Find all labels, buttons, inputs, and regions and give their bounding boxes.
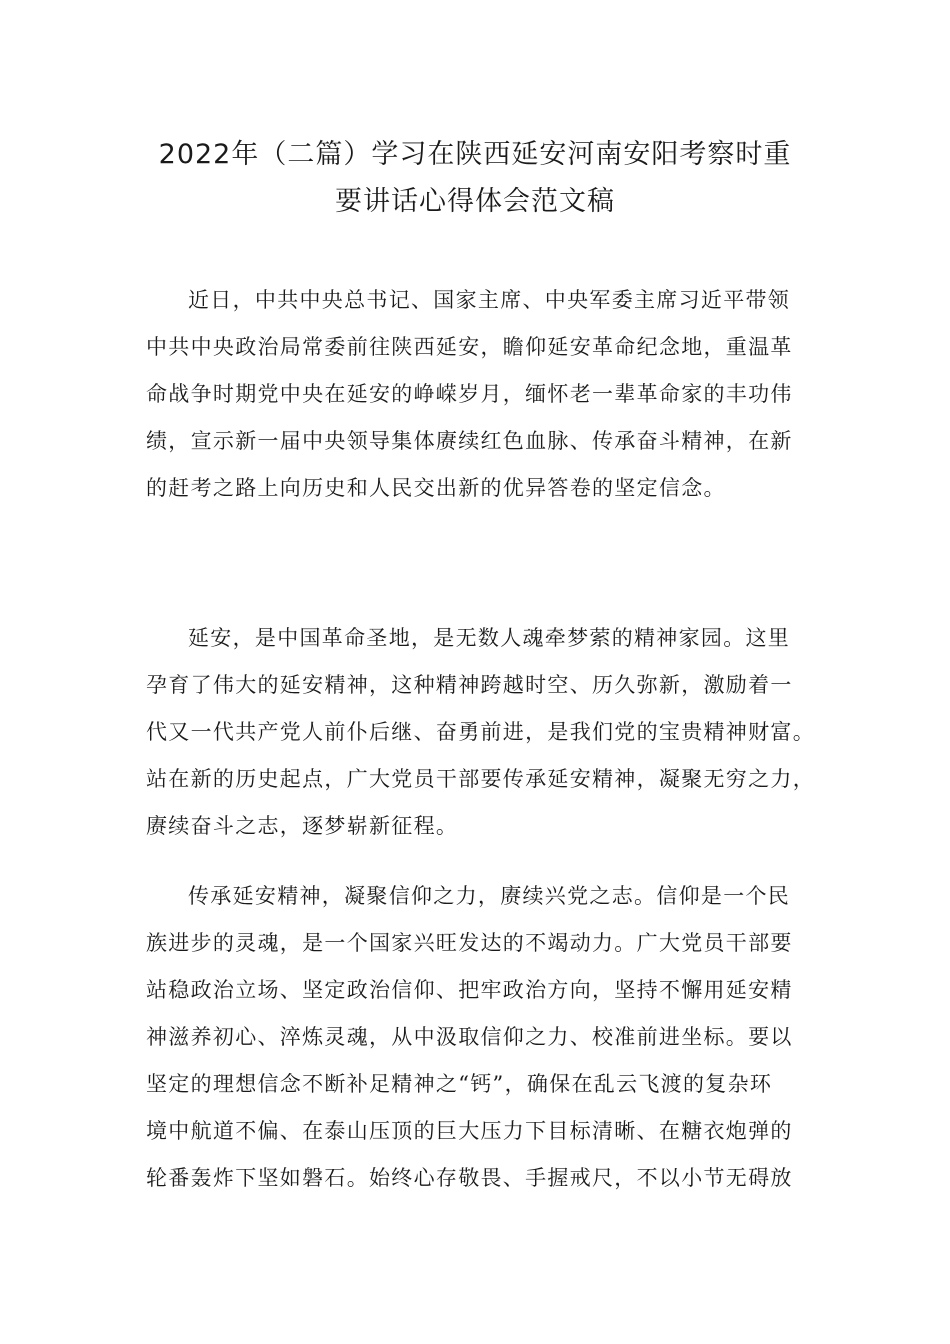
paragraph-line: 族进步的灵魂，是一个国家兴旺发达的不竭动力。广大党员干部要 bbox=[146, 931, 793, 955]
paragraph-line: 坚定的理想信念不断补足精神之“钙”，确保在乱云飞渡的复杂环 bbox=[146, 1072, 773, 1096]
paragraph-line: 站在新的历史起点，广大党员干部要传承延安精神，凝聚无穷之力， bbox=[146, 767, 815, 791]
paragraph-line: 轮番轰炸下坚如磐石。始终心存敬畏、手握戒尺，不以小节无碍放 bbox=[146, 1166, 793, 1190]
title-line-1: 2022年（二篇）学习在陕西延安河南安阳考察时重 bbox=[158, 139, 792, 170]
paragraph-line: 境中航道不偏、在泰山压顶的巨大压力下目标清晰、在糖衣炮弹的 bbox=[146, 1119, 793, 1143]
paragraph-line: 中共中央政治局常委前往陕西延安，瞻仰延安革命纪念地，重温革 bbox=[146, 335, 793, 359]
paragraph-line: 站稳政治立场、坚定政治信仰、把牢政治方向，坚持不懈用延安精 bbox=[146, 978, 793, 1002]
paragraph-1 bbox=[146, 277, 816, 512]
paragraph-line: 近日，中共中央总书记、国家主席、中央军委主席习近平带领 bbox=[188, 288, 791, 312]
paragraph-3 bbox=[146, 873, 816, 1202]
paragraph-line: 延安，是中国革命圣地，是无数人魂牵梦萦的精神家园。这里 bbox=[188, 626, 791, 650]
paragraph-line: 神滋养初心、淬炼灵魂，从中汲取信仰之力、校准前进坐标。要以 bbox=[146, 1025, 793, 1049]
paragraph-line: 孕育了伟大的延安精神，这种精神跨越时空、历久弥新，激励着一 bbox=[146, 673, 793, 697]
paragraph-line: 绩，宣示新一届中央领导集体赓续红色血脉、传承奋斗精神，在新 bbox=[146, 429, 793, 453]
title-line-2: 要讲话心得体会范文稿 bbox=[335, 186, 615, 217]
paragraph-2 bbox=[146, 615, 816, 850]
paragraph-line: 命战争时期党中央在延安的峥嵘岁月，缅怀老一辈革命家的丰功伟 bbox=[146, 382, 793, 406]
document-title bbox=[100, 131, 850, 225]
paragraph-line: 的赶考之路上向历史和人民交出新的优异答卷的坚定信念。 bbox=[146, 476, 726, 500]
paragraph-line: 赓续奋斗之志，逐梦崭新征程。 bbox=[146, 814, 459, 838]
paragraph-line: 代又一代共产党人前仆后继、奋勇前进，是我们党的宝贵精神财富。 bbox=[146, 720, 815, 744]
paragraph-line: 传承延安精神，凝聚信仰之力，赓续兴党之志。信仰是一个民 bbox=[188, 884, 791, 908]
